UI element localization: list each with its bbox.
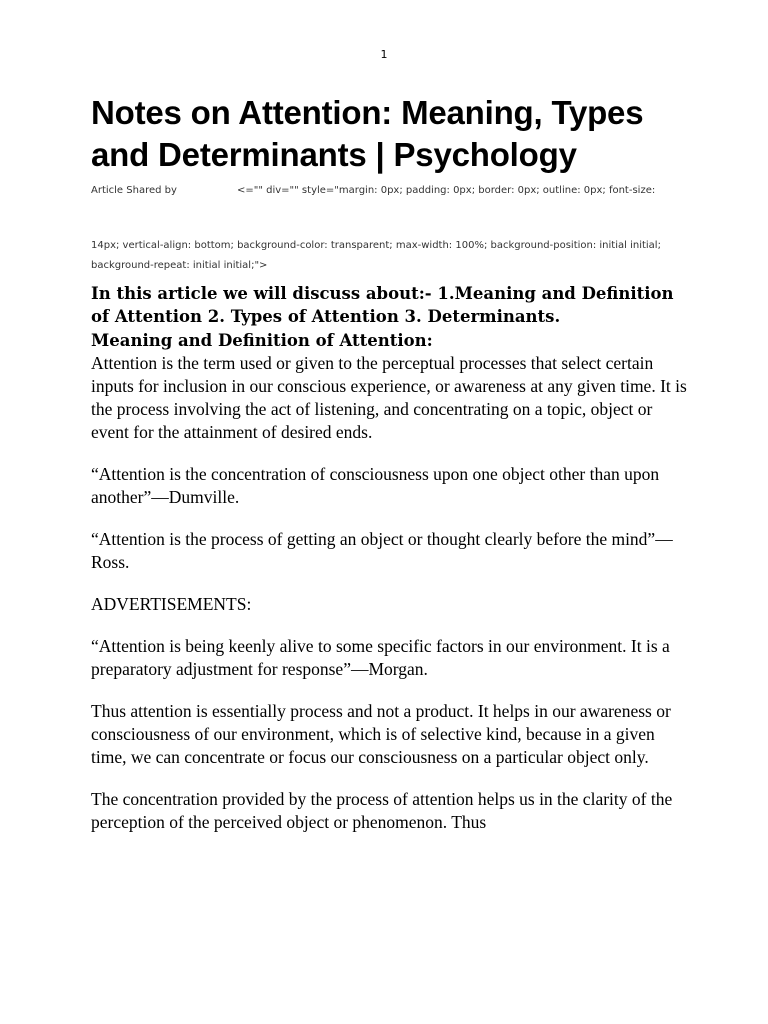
quote-dumville: “Attention is the concentration of consciousness upon one object other than upon another”—Dumville. [91, 464, 660, 507]
page-number: 1 [380, 48, 388, 61]
quote-ross: “Attention is the process of getting an object or thought clearly before the mind”—Ross. [91, 529, 673, 572]
article-meta [91, 184, 691, 276]
raw-markup-continuation: 14px; vertical-align: bottom; background-color: transparent; max-width: 100%; background-position: initial initial; background-repeat: initial initial;"> [91, 240, 661, 271]
intro-summary: In this article we will discuss about:- 1.Meaning and Definition of Attention 2. Types of Attention 3. Determinants. [91, 284, 674, 326]
shared-by-label: Article Shared by [91, 185, 177, 196]
article-title: Notes on Attention: Meaning, Types and Determinants | Psychology [91, 94, 644, 173]
advertisements-label: ADVERTISEMENTS: [91, 594, 252, 614]
paragraph-process: Thus attention is essentially process and not a product. It helps in our awareness or consciousness of our environment, which is of selective kind, because in a given time, we can concentrate or focus our consciousness on a particular object only. [91, 701, 671, 767]
paragraph-definition: Attention is the term used or given to the perceptual processes that select certain inputs for inclusion in our conscious experience, or awareness at any given time. It is the process involving the act of listening, and concentrating on a topic, object or event for the attainment of desired ends. [91, 353, 687, 442]
raw-markup-text: <="" div="" style="margin: 0px; padding: 0px; border: 0px; outline: 0px; font-size: [237, 185, 656, 196]
section-heading-meaning: Meaning and Definition of Attention: [91, 331, 433, 350]
quote-morgan: “Attention is being keenly alive to some specific factors in our environment. It is a preparatory adjustment for response”—Morgan. [91, 636, 670, 679]
article-body [91, 92, 691, 853]
paragraph-concentration: The concentration provided by the process of attention helps us in the clarity of the perception of the perceived object or phenomenon. Thus [91, 789, 673, 832]
